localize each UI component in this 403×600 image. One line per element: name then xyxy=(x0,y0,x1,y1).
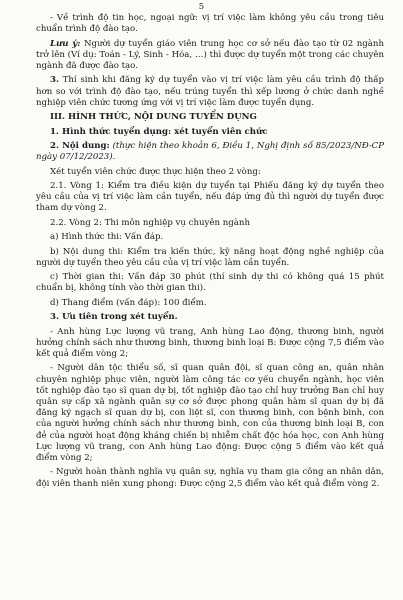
paragraph-priority-1: - Anh hùng Lực lượng vũ trang, Anh hùng Lao động, thương binh, người hưởng chính sách như thương binh, thương binh loại B: Được cộng 7,5 điểm vào kết quả điểm vòng 2; xyxy=(36,326,385,359)
paragraph-content xyxy=(36,141,384,163)
paragraph-rounds-intro: Xét tuyển viên chức được thực hiện theo 2 vòng: xyxy=(50,166,261,177)
content-label: 2. Nội dung: xyxy=(50,140,110,151)
paragraph-exam-form: a) Hình thức thi: Vấn đáp. xyxy=(50,232,164,243)
note-text: Người dự tuyển giáo viên trung học cơ sở nếu đào tạo từ 02 ngành trở lên (Ví dụ: Toán - Lý, Sinh - Hóa, …) thì được dự tuyển một trong các chuyên ngành đã được đào tạo. xyxy=(36,38,384,71)
content-reference: (thực hiện theo khoản 6, Điều 1, Nghị định số 85/2023/NĐ-CP ngày 07/12/2023). xyxy=(36,140,384,163)
paragraph-score-scale: d) Thang điểm (vấn đáp): 100 điểm. xyxy=(50,297,207,308)
paragraph-point-3 xyxy=(36,75,384,109)
paragraph-note xyxy=(36,39,384,73)
paragraph-round-2: 2.2. Vòng 2: Thi môn nghiệp vụ chuyên ngành xyxy=(50,217,250,228)
subheading-priority: 3. Ưu tiên trong xét tuyển. xyxy=(50,312,178,323)
page-number: 5 xyxy=(198,2,205,12)
section-heading: III. HÌNH THỨC, NỘI DUNG TUYỂN DỤNG xyxy=(50,112,257,123)
paragraph-priority-2: - Người dân tộc thiểu số, sĩ quan quân đội, sĩ quan công an, quân nhân chuyên nghiệp phục viên, người làm công tác cơ yếu chuyển ngành, học viên tốt nghiệp đào tạo sĩ quan dự bị, tốt nghiệp đào tạo chỉ huy trưởng Ban chỉ huy quân sự cấp xã ngành quân sự cơ sở được phong quân hàm sĩ quan dự bị đã đăng ký ngạch sĩ quan dự bị, con liệt sĩ, con thương binh, con bệnh binh, con của người hưởng chính sách như thương binh, con của thương binh loại B, con đẻ của người hoạt động kháng chiến bị nhiễm chất độc hóa học, con Anh hùng Lực lượng vũ trang, con Anh hùng Lao động: Được cộng 5 điểm vào kết quả điểm vòng 2; xyxy=(36,363,384,463)
subheading-form: 1. Hình thức tuyển dụng: xét tuyển viên chức xyxy=(50,126,268,137)
page-body xyxy=(36,13,384,493)
point-3-text: Thí sinh khi đăng ký dự tuyển vào vị trí việc làm yêu cầu trình độ thấp hơn so với trình độ đào tạo, nếu trúng tuyển thì xếp lương ở chức danh nghề nghiệp viên chức tương ứng với vị trí việc làm được tuyển dụng. xyxy=(36,75,384,108)
note-label: Lưu ý: xyxy=(50,38,81,49)
paragraph-priority-3: - Người hoàn thành nghĩa vụ quân sự, nghĩa vụ tham gia công an nhân dân, đội viên thanh niên xung phong: Được cộng 2,5 điểm vào kết quả điểm vòng 2. xyxy=(36,467,384,489)
point-3-label: 3. xyxy=(50,75,59,86)
paragraph-it-language: - Về trình độ tin học, ngoại ngữ: vị trí việc làm không yêu cầu trong tiêu chuẩn trình độ đào tạo. xyxy=(36,13,384,35)
paragraph-exam-content: b) Nội dung thi: Kiểm tra kiến thức, kỹ năng hoạt động nghề nghiệp của người dự tuyển theo yêu cầu của vị trí việc làm cần tuyển. xyxy=(36,246,384,268)
paragraph-round-1: 2.1. Vòng 1: Kiểm tra điều kiện dự tuyển tại Phiếu đăng ký dự tuyển theo yêu cầu của vị trí việc làm cần tuyển, nếu đáp ứng đủ thì người dự tuyển được tham dự vòng 2. xyxy=(36,180,384,214)
paragraph-exam-time: c) Thời gian thi: Vấn đáp 30 phút (thí sinh dự thi có không quá 15 phút chuẩn bị, không tính vào thời gian thi). xyxy=(36,272,384,294)
